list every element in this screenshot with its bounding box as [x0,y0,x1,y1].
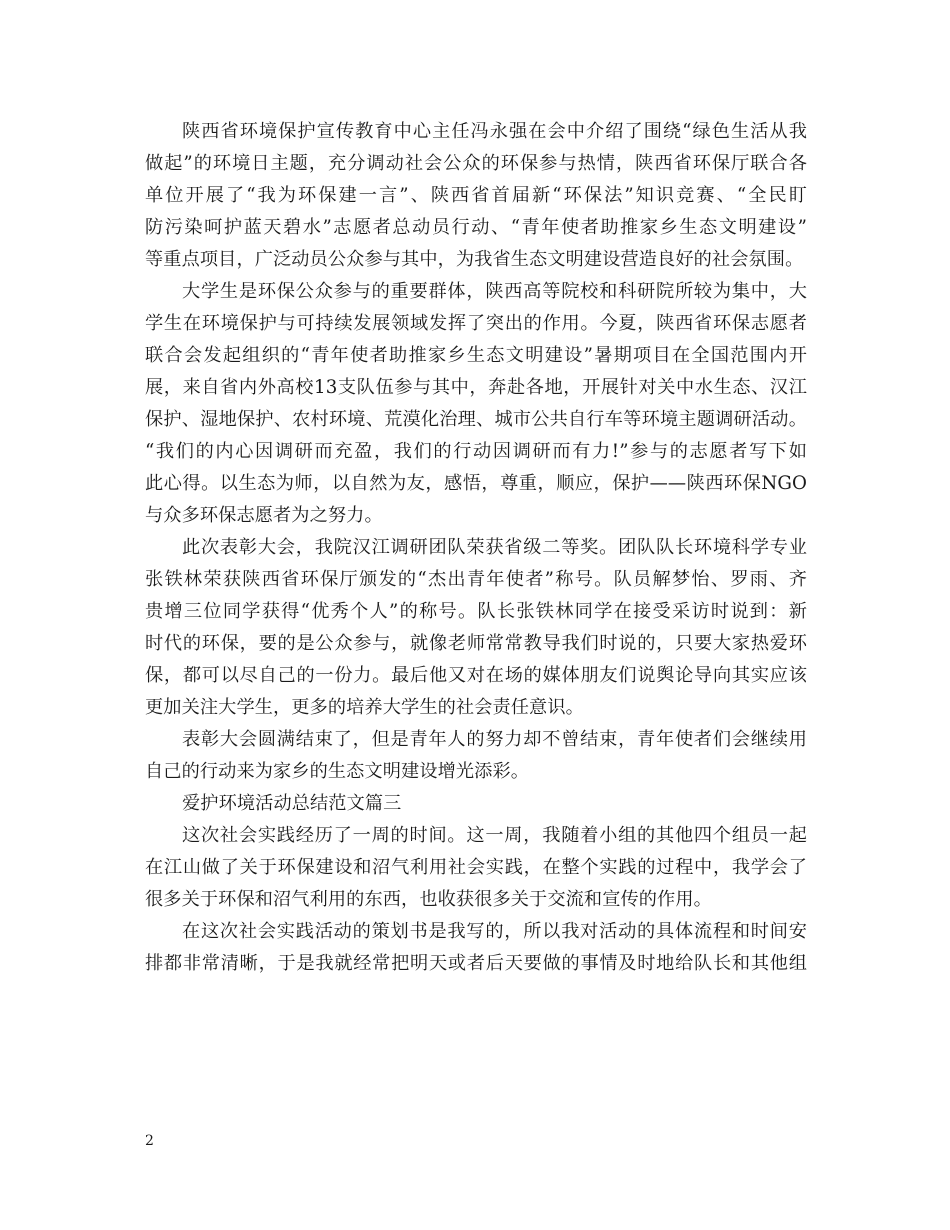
paragraph-line: 展，来自省内外高校13支队伍参与其中，奔赴各地，开展针对关中水生态、汉江 [145,377,807,398]
paragraph-line: 时代的环保，要的是公众参与，就像老师常常教导我们时说的，只要大家热爱环 [145,633,807,654]
paragraph-line: 此次表彰大会，我院汉江调研团队荣获省级二等奖。团队队长环境科学专业 [182,537,807,558]
paragraph-line: 贵增三位同学获得“优秀个人”的称号。队长张铁林同学在接受采访时说到：新 [145,601,807,622]
paragraph [145,788,807,820]
paragraph [145,916,807,980]
paragraph-line: 学生在环境保护与可持续发展领域发挥了突出的作用。今夏，陕西省环保志愿者 [145,313,807,334]
paragraph-line: 此心得。以生态为师，以自然为友，感悟，尊重，顺应，保护——陕西环保NGO [145,473,807,494]
paragraph [145,820,807,916]
paragraph-line: 等重点项目，广泛动员公众参与其中，为我省生态文明建设营造良好的社会氛围。 [145,249,804,270]
paragraph-line: 陕西省环境保护宣传教育中心主任冯永强在会中介绍了围绕“绿色生活从我 [182,121,807,142]
paragraph-line: 保护、湿地保护、农村环境、荒漠化治理、城市公共自行车等环境主题调研活动。 [145,409,807,430]
paragraph-line: 在这次社会实践活动的策划书是我写的，所以我对活动的具体流程和时间安 [182,921,807,942]
paragraph [145,724,807,788]
paragraph-line: 张铁林荣获陕西省环保厅颁发的“杰出青年使者”称号。队员解梦怡、罗雨、齐 [145,569,807,590]
paragraph-line: 单位开展了“我为环保建一言”、陕西省首届新“环保法”知识竞赛、“全民盯 [145,185,807,206]
paragraph-line: 大学生是环保公众参与的重要群体，陕西高等院校和科研院所较为集中，大 [182,281,807,302]
paragraph-line: 表彰大会圆满结束了，但是青年人的努力却不曾结束，青年使者们会继续用 [182,729,807,750]
paragraph-line: 很多关于环保和沼气利用的东西，也收获很多关于交流和宣传的作用。 [145,889,712,910]
page-number: 2 [145,1133,154,1149]
paragraph-line: 更加关注大学生，更多的培养大学生的社会责任意识。 [145,697,584,718]
paragraph [145,116,807,276]
paragraph-line: “我们的内心因调研而充盈，我们的行动因调研而有力!”参与的志愿者写下如 [145,441,807,462]
paragraph-line: 在江山做了关于环保建设和沼气利用社会实践，在整个实践的过程中，我学会了 [145,857,807,878]
paragraph-line: 做起”的环境日主题，充分调动社会公众的环保参与热情，陕西省环保厅联合各 [145,153,807,174]
paragraph-line: 防污染呵护蓝天碧水”志愿者总动员行动、“青年使者助推家乡生态文明建设” [145,217,807,238]
paragraph-line: 排都非常清晰，于是我就经常把明天或者后天要做的事情及时地给队长和其他组 [145,953,807,974]
paragraph-line: 联合会发起组织的“青年使者助推家乡生态文明建设”暑期项目在全国范围内开 [145,345,807,366]
paragraph [145,532,807,724]
paragraph-line: 保，都可以尽自己的一份力。最后他又对在场的媒体朋友们说舆论导向其实应该 [145,665,807,686]
document-body [145,116,807,980]
paragraph-line: 这次社会实践经历了一周的时间。这一周，我随着小组的其他四个组员一起 [182,825,807,846]
paragraph-line: 与众多环保志愿者为之努力。 [145,505,383,526]
paragraph-line: 自己的行动来为家乡的生态文明建设增光添彩。 [145,761,530,782]
paragraph-line: 爱护环境活动总结范文篇三 [182,793,402,814]
paragraph [145,276,807,532]
